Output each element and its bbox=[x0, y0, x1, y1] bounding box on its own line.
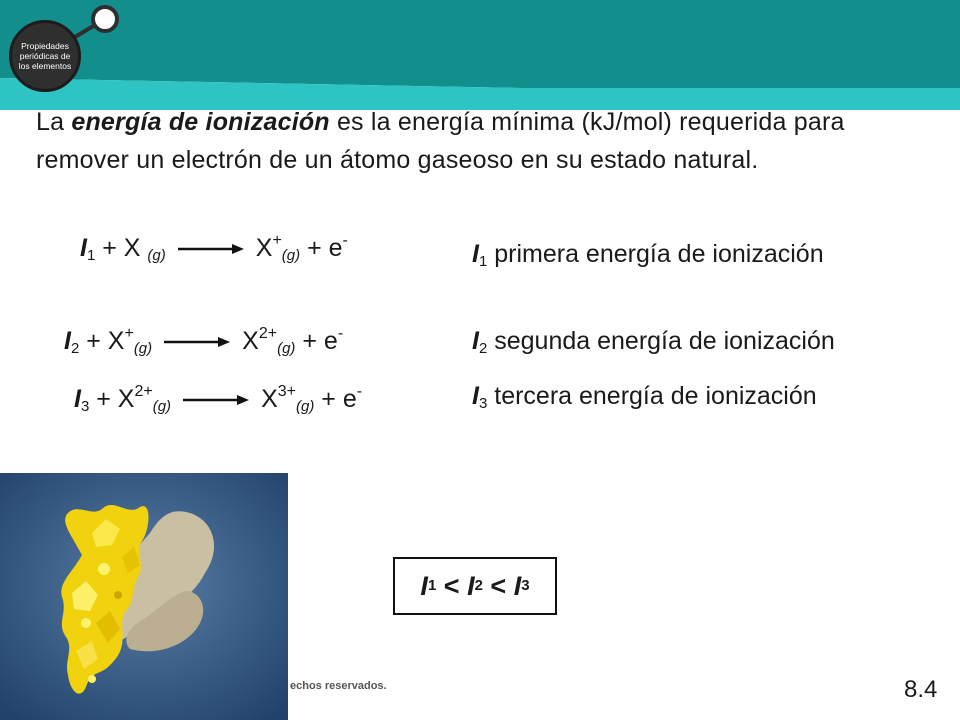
ionization-inequality: I 1 < I 2 < I 3 bbox=[393, 557, 557, 615]
state: (g) bbox=[152, 398, 172, 415]
charge: - bbox=[356, 383, 363, 400]
header-band bbox=[0, 0, 960, 110]
ionization-index: 2 bbox=[70, 340, 80, 357]
state: (g) bbox=[277, 340, 296, 357]
less-than: < bbox=[482, 570, 514, 601]
label-first-ionization bbox=[472, 240, 824, 269]
reactant: + X bbox=[79, 327, 125, 355]
label-text: segunda energía de ionización bbox=[487, 327, 835, 355]
ionization-index: 1 bbox=[478, 253, 488, 270]
charge: 2+ bbox=[134, 383, 153, 400]
reaction-arrow-icon bbox=[183, 393, 249, 407]
ionization-index: 2 bbox=[478, 340, 488, 357]
charge: 2+ bbox=[258, 325, 278, 342]
state: (g) bbox=[147, 247, 166, 264]
charge: - bbox=[337, 325, 344, 342]
ionization-symbol: I bbox=[74, 385, 81, 413]
equation-2 bbox=[64, 327, 343, 356]
ionization-symbol: I bbox=[472, 240, 479, 268]
state: (g) bbox=[281, 247, 301, 264]
label-second-ionization bbox=[472, 327, 835, 356]
product: X bbox=[242, 327, 259, 355]
less-than: < bbox=[436, 570, 468, 601]
electron: + e bbox=[295, 327, 338, 355]
label-text: tercera energía de ionización bbox=[487, 382, 817, 410]
ionization-symbol: I bbox=[513, 570, 522, 601]
ionization-symbol: I bbox=[467, 570, 475, 601]
equation-3 bbox=[74, 385, 362, 414]
electron: + e bbox=[314, 385, 357, 413]
definition-part: La bbox=[36, 108, 72, 136]
ionization-index: 3 bbox=[478, 395, 488, 412]
charge: + bbox=[124, 325, 134, 342]
reactant: + X bbox=[95, 234, 148, 262]
slide-number: 8.4 bbox=[904, 676, 938, 703]
sulfur-crystal-photo bbox=[0, 473, 288, 720]
ionization-symbol: I bbox=[420, 570, 428, 601]
definition-text bbox=[36, 103, 936, 179]
reaction-arrow-icon bbox=[178, 242, 244, 256]
state: (g) bbox=[133, 340, 153, 357]
product: X bbox=[261, 385, 278, 413]
definition-part: es la energía mínima (kJ/mol) requerida para remover un electrón de un átomo gaseoso en su estado natural. bbox=[36, 108, 845, 174]
logo-line: periódicas de bbox=[19, 51, 71, 61]
logo-line: los elementos bbox=[18, 61, 72, 71]
ionization-symbol: I bbox=[472, 382, 479, 410]
state: (g) bbox=[296, 398, 315, 415]
ionization-symbol: I bbox=[80, 234, 87, 262]
logo-line: Propiedades bbox=[21, 41, 69, 51]
reactant: + X bbox=[89, 385, 135, 413]
equation-1 bbox=[80, 234, 348, 263]
product: X bbox=[255, 234, 273, 262]
ionization-symbol: I bbox=[472, 327, 479, 355]
electron: + e bbox=[300, 234, 343, 262]
label-third-ionization bbox=[472, 382, 817, 411]
definition-term: energía de ionización bbox=[71, 108, 330, 136]
topic-logo bbox=[9, 20, 81, 92]
ionization-index: 3 bbox=[80, 398, 90, 415]
reaction-arrow-icon bbox=[164, 335, 230, 349]
label-text: primera energía de ionización bbox=[487, 240, 824, 268]
copyright-note: echos reservados. bbox=[290, 680, 387, 692]
ionization-symbol: I bbox=[64, 327, 71, 355]
charge: 3+ bbox=[277, 383, 296, 400]
charge: + bbox=[272, 232, 282, 249]
ionization-index: 1 bbox=[86, 247, 96, 264]
charge: - bbox=[342, 232, 348, 249]
